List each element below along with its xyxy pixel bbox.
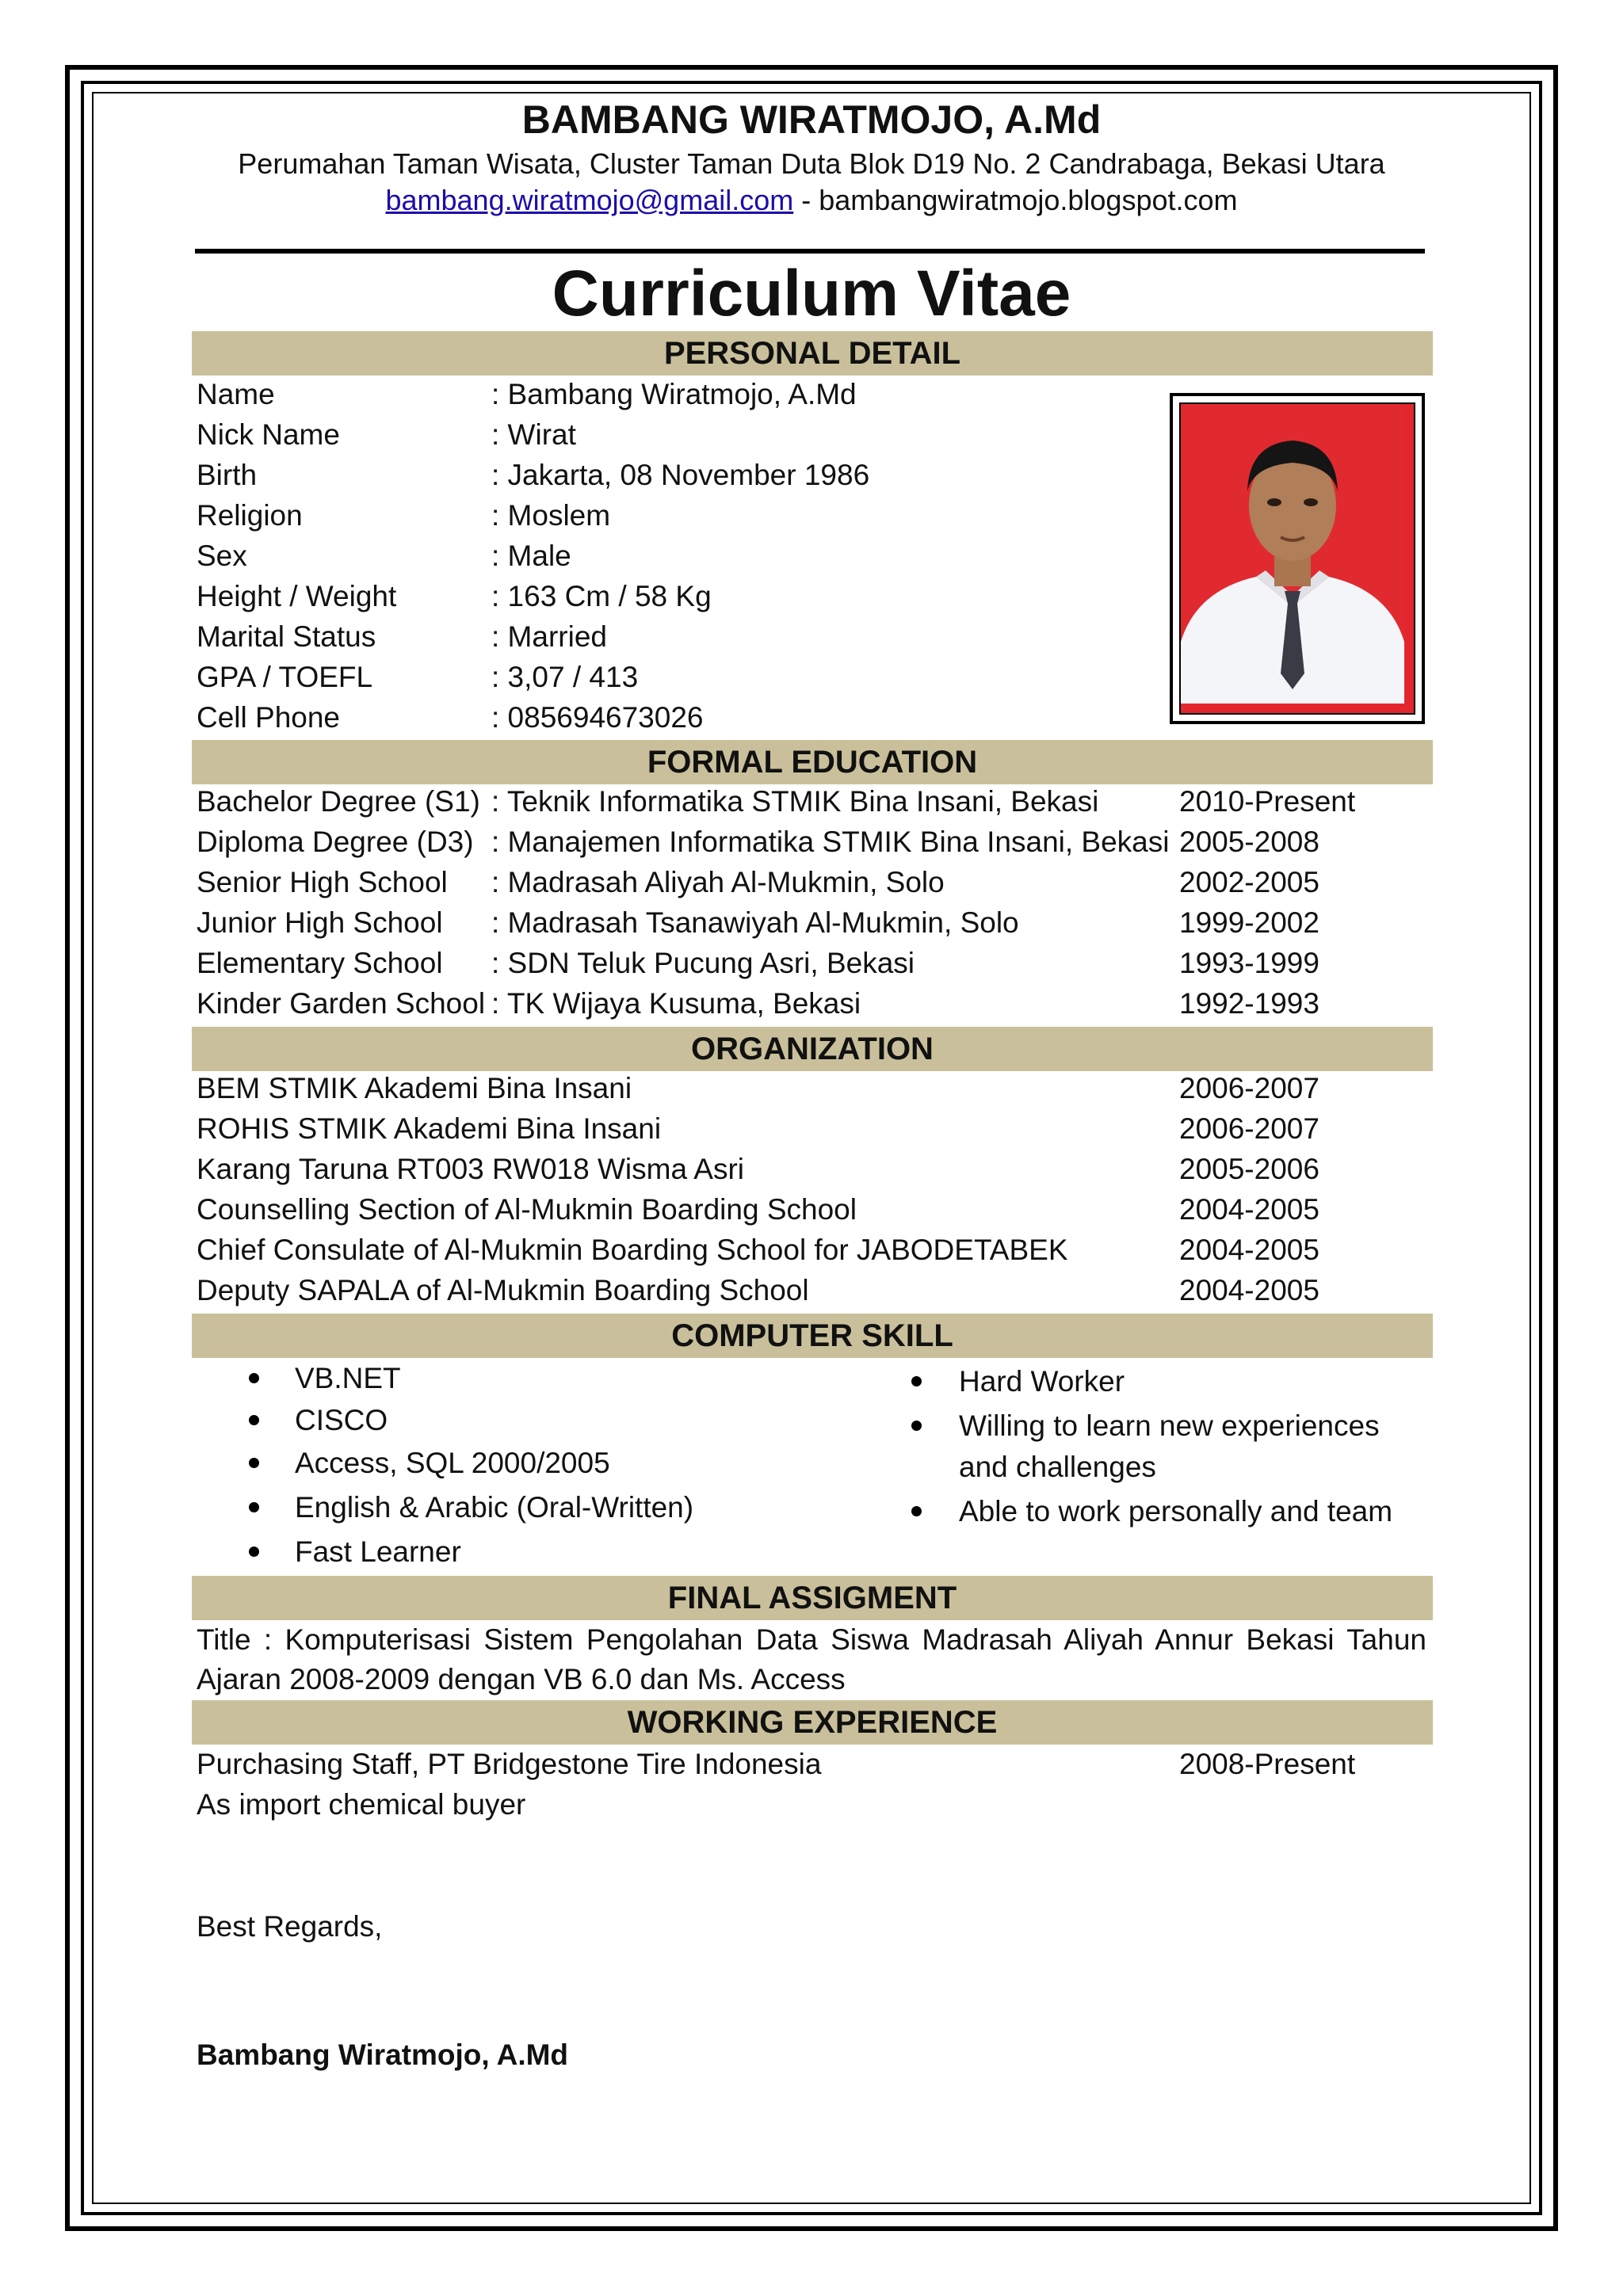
section-final-assignment: FINAL ASSIGMENT	[192, 1576, 1433, 1620]
bullet-icon	[249, 1458, 259, 1468]
education-level: Kinder Garden School	[197, 987, 486, 1020]
education-level: Senior High School	[197, 866, 448, 898]
education-years: 1992-1993	[1179, 987, 1319, 1020]
education-years: 2010-Present	[1179, 785, 1356, 818]
personal-label: Marital Status	[197, 620, 376, 653]
organization-name: Deputy SAPALA of Al-Mukmin Boarding School	[197, 1274, 809, 1306]
bullet-icon	[911, 1506, 922, 1516]
education-school: : Manajemen Informatika STMIK Bina Insani, Bekasi	[491, 826, 1170, 858]
organization-years: 2006-2007	[1179, 1072, 1319, 1104]
skill-item-continued: and challenges	[959, 1451, 1156, 1483]
section-personal-detail: PERSONAL DETAIL	[192, 331, 1433, 376]
photo-illustration	[1181, 404, 1404, 704]
closing-text: Best Regards,	[197, 1910, 383, 1943]
final-assignment-text: Title : Komputerisasi Sistem Pengolahan Data Siswa Madrasah Aliyah Annur Bekasi Tahun Ajaran 2008-2009 dengan VB 6.0 dan Ms. Access	[197, 1623, 1426, 1695]
personal-label: Cell Phone	[197, 701, 341, 734]
bullet-icon	[249, 1502, 259, 1512]
bullet-icon	[911, 1376, 922, 1386]
contact-line	[0, 182, 1623, 219]
organization-years: 2004-2005	[1179, 1193, 1319, 1226]
photo-frame	[1170, 393, 1425, 724]
personal-value: : Wirat	[491, 418, 576, 451]
organization-years: 2004-2005	[1179, 1234, 1319, 1266]
bullet-icon	[249, 1373, 259, 1383]
skill-item: Willing to learn new experiences	[959, 1409, 1380, 1442]
document-title: Curriculum Vitae	[552, 257, 1071, 330]
education-school: : Teknik Informatika STMIK Bina Insani, Bekasi	[491, 785, 1099, 818]
organization-name: BEM STMIK Akademi Bina Insani	[197, 1072, 632, 1104]
education-years: 1993-1999	[1179, 947, 1319, 979]
education-level: Bachelor Degree (S1)	[197, 785, 480, 818]
personal-value: : Married	[491, 620, 607, 653]
address: Perumahan Taman Wisata, Cluster Taman Duta Blok D19 No. 2 Candrabaga, Bekasi Utara	[238, 147, 1385, 180]
organization-name: Karang Taruna RT003 RW018 Wisma Asri	[197, 1153, 744, 1185]
skill-item: Fast Learner	[295, 1535, 461, 1568]
skill-item: Able to work personally and team	[959, 1495, 1393, 1527]
signature-name: Bambang Wiratmojo, A.Md	[197, 2039, 569, 2071]
personal-value: : 163 Cm / 58 Kg	[491, 580, 712, 612]
skill-item: VB.NET	[295, 1362, 401, 1394]
section-computer-skill: COMPUTER SKILL	[192, 1314, 1433, 1358]
personal-label: Nick Name	[197, 418, 340, 451]
personal-value: : 085694673026	[491, 701, 704, 734]
skill-item: CISCO	[295, 1404, 388, 1436]
personal-value: : 3,07 / 413	[491, 661, 639, 693]
personal-label: Birth	[197, 459, 258, 491]
personal-value: : Moslem	[491, 499, 611, 532]
organization-name: Counselling Section of Al-Mukmin Boarding School	[197, 1193, 857, 1226]
education-level: Junior High School	[197, 906, 443, 939]
section-working-experience: WORKING EXPERIENCE	[192, 1700, 1433, 1745]
personal-value: : Male	[491, 540, 571, 572]
personal-label: GPA / TOEFL	[197, 661, 373, 693]
skill-item: English & Arabic (Oral-Written)	[295, 1491, 694, 1524]
skill-item: Hard Worker	[959, 1365, 1125, 1398]
education-level: Diploma Degree (D3)	[197, 826, 474, 858]
education-school: : Madrasah Tsanawiyah Al-Mukmin, Solo	[491, 906, 1019, 939]
education-level: Elementary School	[197, 947, 443, 979]
personal-label: Height / Weight	[197, 580, 397, 612]
personal-label: Name	[197, 378, 275, 410]
bullet-icon	[911, 1421, 922, 1431]
personal-label: Religion	[197, 499, 303, 532]
work-detail: As import chemical buyer	[197, 1788, 526, 1821]
bullet-icon	[249, 1547, 259, 1557]
organization-name: ROHIS STMIK Akademi Bina Insani	[197, 1112, 662, 1145]
section-formal-education: FORMAL EDUCATION	[192, 740, 1433, 784]
skill-item: Access, SQL 2000/2005	[295, 1447, 610, 1479]
education-years: 2005-2008	[1179, 826, 1319, 858]
applicant-name: BAMBANG WIRATMOJO, A.Md	[521, 97, 1102, 142]
email-link[interactable]: bambang.wiratmojo@gmail.com	[385, 184, 794, 216]
organization-years: 2005-2006	[1179, 1153, 1319, 1185]
personal-value: : Jakarta, 08 November 1986	[491, 459, 870, 491]
contact-separator: -	[793, 184, 819, 216]
work-position: Purchasing Staff, PT Bridgestone Tire Indonesia	[197, 1748, 822, 1780]
education-school: : TK Wijaya Kusuma, Bekasi	[491, 987, 861, 1020]
blog-url: bambangwiratmojo.blogspot.com	[819, 184, 1238, 216]
education-years: 2002-2005	[1179, 866, 1319, 898]
work-years: 2008-Present	[1179, 1748, 1356, 1780]
education-school: : SDN Teluk Pucung Asri, Bekasi	[491, 947, 915, 979]
organization-years: 2004-2005	[1179, 1274, 1319, 1306]
personal-value: : Bambang Wiratmojo, A.Md	[491, 378, 857, 410]
organization-years: 2006-2007	[1179, 1112, 1319, 1145]
education-school: : Madrasah Aliyah Al-Mukmin, Solo	[491, 866, 945, 898]
applicant-photo	[1181, 404, 1414, 713]
organization-name: Chief Consulate of Al-Mukmin Boarding School for JABODETABEK	[197, 1234, 1068, 1266]
bullet-icon	[249, 1415, 259, 1425]
header	[0, 93, 1623, 219]
personal-label: Sex	[197, 540, 247, 572]
section-organization: ORGANIZATION	[192, 1027, 1433, 1071]
education-years: 1999-2002	[1179, 906, 1319, 939]
